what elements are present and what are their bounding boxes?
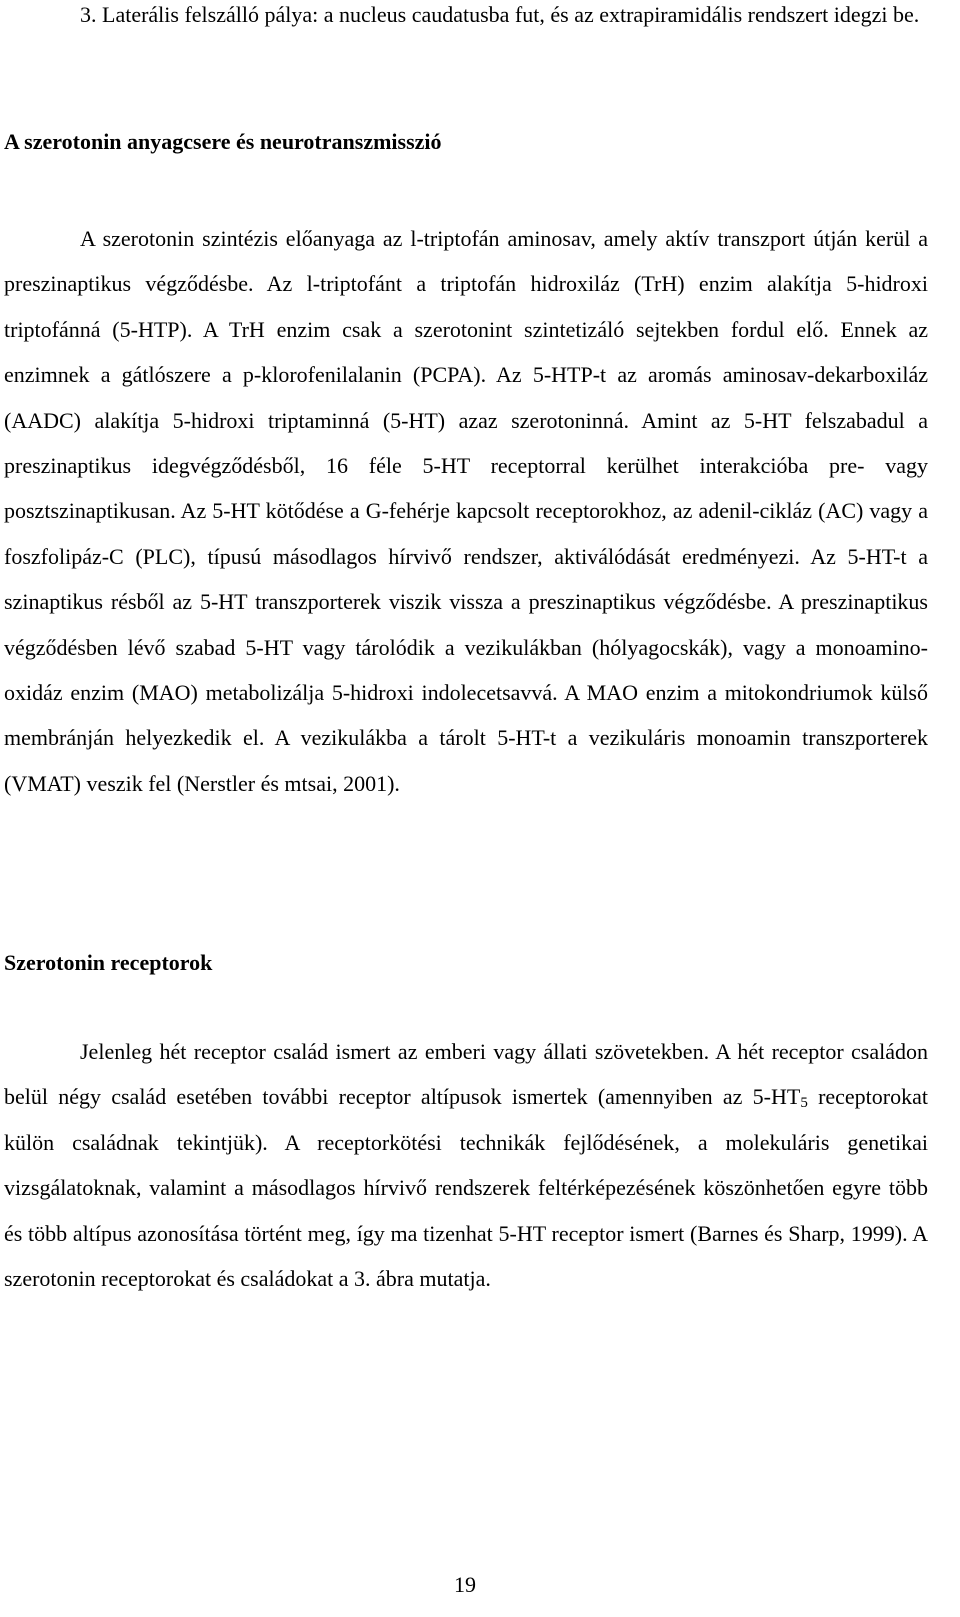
page-number: 19 [454, 1572, 476, 1597]
intro-list-item: 3. Laterális felszálló pálya: a nucleus caudatusba fut, és az extrapiramidális rendszert idegzi be. [80, 2, 920, 27]
paragraph-text-part-1: Jelenleg hét receptor család ismert az emberi vagy állati szövetekben. A hét receptor családon belül négy család esetében további receptor altípusok ismertek (amennyiben az 5-HT [4, 1039, 928, 1110]
section-heading-serotonin-metabolism: A szerotonin anyagcsere és neurotranszmisszió [4, 129, 442, 154]
section-heading-serotonin-receptors: Szerotonin receptorok [4, 950, 213, 975]
paragraph-serotonin-receptors [4, 1029, 928, 1301]
subscript-5: 5 [800, 1095, 808, 1112]
paragraph-serotonin-metabolism: A szerotonin szintézis előanyaga az l-triptofán aminosav, amely aktív transzport útján kerül a preszinaptikus végződésbe. Az l-triptofánt a triptofán hidroxiláz (TrH) enzim alakítja 5-hidroxi triptofánná (5-HTP). A TrH enzim csak a szerotonint szintetizáló sejtekben fordul elő. Ennek az enzimnek a gátlószere a p-klorofenilalanin (PCPA). Az 5-HTP-t az aromás aminosav-dekarboxiláz (AADC) alakítja 5-hidroxi triptaminná (5-HT) azaz szerotoninná. Amint az 5-HT felszabadul a preszinaptikus idegvégződésből, 16 féle 5-HT receptorral kerülhet interakcióba pre- vagy posztszinaptikusan. Az 5-HT kötődése a G-fehérje kapcsolt receptorokhoz, az adenil-cikláz (AC) vagy a foszfolipáz-C (PLC), típusú másodlagos hírvivő rendszer, aktiválódását eredményezi. Az 5-HT-t a szinaptikus résből az 5-HT transzporterek viszik vissza a preszinaptikus végződésbe. A preszinaptikus végződésben lévő szabad 5-HT vagy tárolódik a vezikulákban (hólyagocskák), vagy a monoamino-oxidáz enzim (MAO) metabolizálja 5-hidroxi indolecetsavvá. A MAO enzim a mitokondriumok külső membránján helyezkedik el. A vezikulákba a tárolt 5-HT-t a vezikuláris monoamin transzporterek (VMAT) veszik fel (Nerstler és mtsai, 2001). [4, 226, 928, 796]
paragraph-text-part-2: receptorokat külön családnak tekintjük). A receptorkötési technikák fejlődésének, a molekuláris genetikai vizsgálatoknak, valamint a másodlagos hírvivő rendszerek feltérképezésének köszönhetően egyre több és több altípus azonosítása történt meg, így ma tizenhat 5-HT receptor ismert (Barnes és Sharp, 1999). A szerotonin receptorokat és családokat a 3. ábra mutatja. [4, 1084, 929, 1292]
